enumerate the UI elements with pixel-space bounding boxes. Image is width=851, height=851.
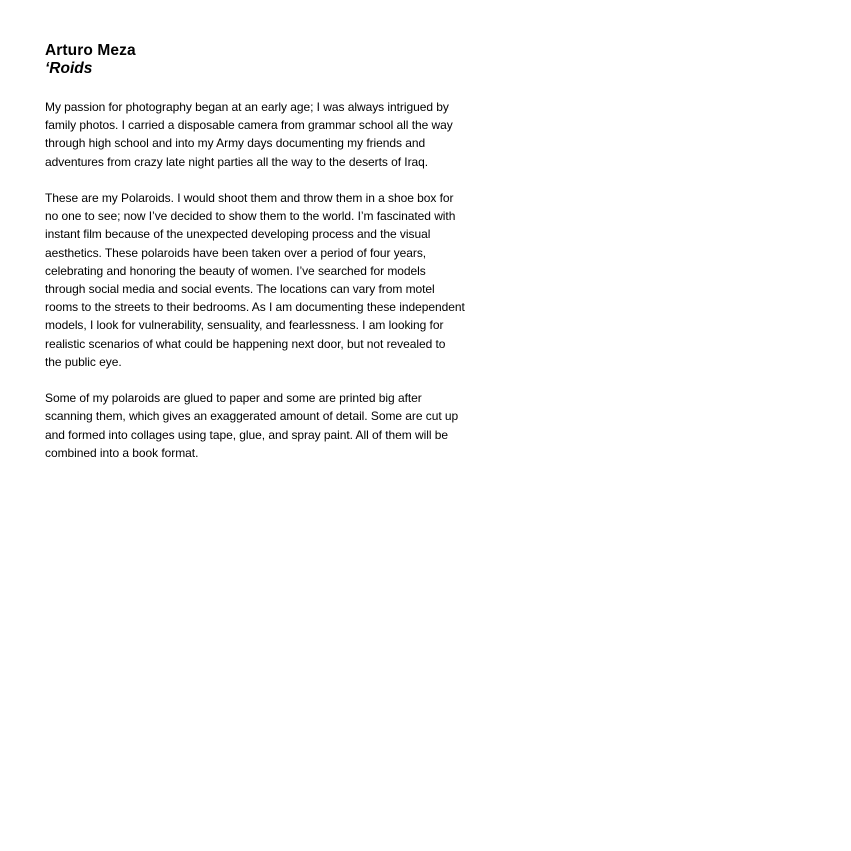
paragraph-polaroids: These are my Polaroids. I would shoot them and throw them in a shoe box for no one to see; now I’ve decided to show them to the world. I’m fascinated with instant film because of the unexpected developing process and the visual aesthetics. These polaroids have been taken over a period of four years, celebrating and honoring the beauty of women. I’ve searched for models through social media and social events. The locations can vary from motel rooms to the streets to their bedrooms. As I am documenting these independent models, I look for vulnerability, sensuality, and fearlessness. I am looking for realistic scenarios of what could be happening next door, but not revealed to the public eye.: [45, 191, 465, 369]
paragraph-process: Some of my polaroids are glued to paper and some are printed big after scanning them, which gives an exaggerated amount of detail. Some are cut up and formed into collages using tape, glue, and spray paint. All of them will be combined into a book format.: [45, 391, 459, 460]
project-title: ‘Roids: [45, 60, 93, 77]
paragraph-intro: My passion for photography began at an early age; I was always intrigued by family photos. I carried a disposable camera from grammar school all the way through high school and into my Army days documenting my friends and adventures from crazy late night parties all the way to the deserts of Iraq.: [45, 100, 453, 169]
document-page: [45, 42, 465, 480]
author-name: Arturo Meza: [45, 42, 136, 59]
